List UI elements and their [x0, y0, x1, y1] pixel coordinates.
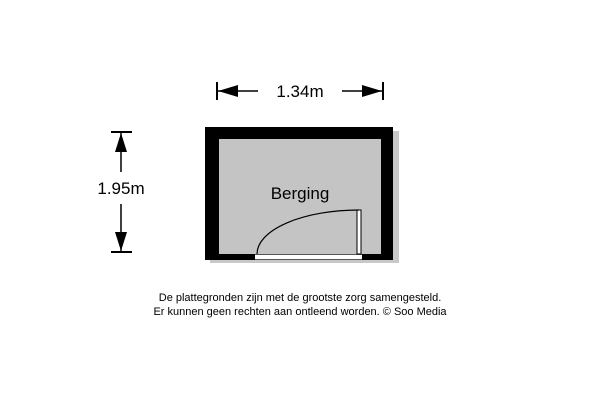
height-dimension-arrow-top-icon	[115, 133, 127, 152]
height-dimension	[97, 132, 144, 252]
height-dimension-label: 1.95m	[97, 179, 145, 198]
door-leaf	[357, 210, 361, 254]
disclaimer-line-1: De plattegronden zijn met de grootste zorg samengesteld.	[158, 292, 442, 304]
width-dimension-label: 1.34m	[276, 82, 324, 101]
height-dimension-arrow-bottom-icon	[115, 232, 127, 251]
width-dimension-arrow-left-icon	[218, 85, 238, 97]
disclaimer-line-2: Er kunnen geen rechten aan ontleend worden. © Soo Media	[153, 306, 447, 318]
width-dimension	[217, 82, 383, 101]
room-berging	[205, 127, 399, 263]
room-label: Berging	[270, 184, 330, 203]
width-dimension-arrow-right-icon	[362, 85, 382, 97]
